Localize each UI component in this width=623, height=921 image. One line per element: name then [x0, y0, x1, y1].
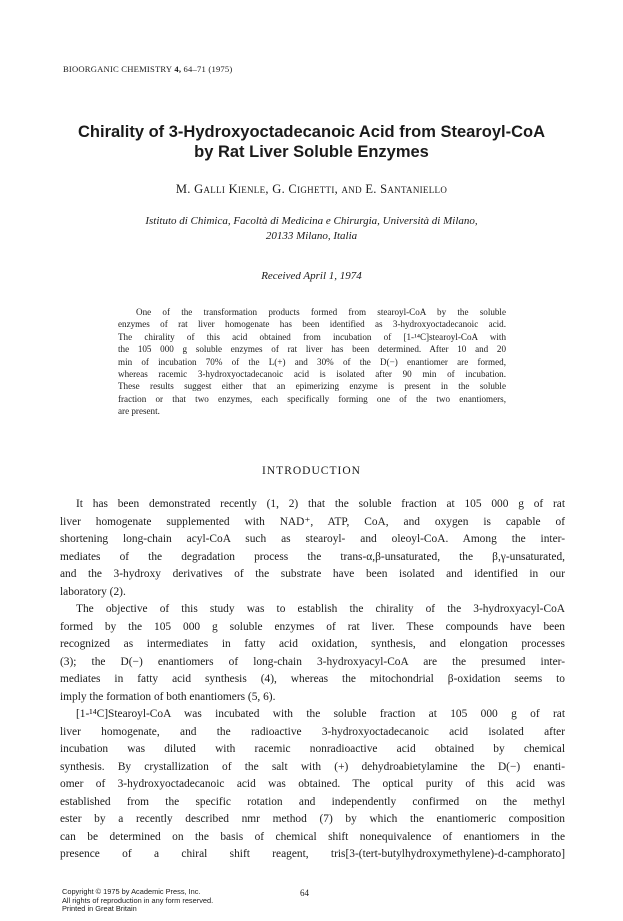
- journal-pages-year: 64–71 (1975): [183, 64, 233, 74]
- body-line: It has been demonstrated recently (1, 2) that the soluble fraction at 105 000 g of rat: [76, 498, 565, 510]
- copyright-notice: [62, 888, 213, 914]
- body-line: can be determined on the basis of chemical shift nonequivalence of enantiomers in the: [60, 830, 565, 843]
- affiliation-line: Istituto di Chimica, Facoltà di Medicina e Chirurgia, Università di Milano,: [145, 215, 478, 227]
- copyright-line: Copyright © 1975 by Academic Press, Inc.: [62, 887, 201, 896]
- running-head: [63, 64, 233, 74]
- body-line: imply the formation of both enantiomers (5, 6).: [60, 690, 276, 703]
- body-line: recognized as intermediates in fatty acid oxidation, synthesis, and elongation processes: [60, 638, 565, 650]
- body-line: (3); the D(−) enantiomers of long-chain 3-hydroxyacyl-CoA are the presumed inter-: [60, 655, 565, 668]
- copyright-line: All rights of reproduction in any form reserved.: [62, 895, 214, 905]
- abstract-line: are present.: [118, 406, 160, 417]
- affiliation: [70, 214, 553, 244]
- section-heading-introduction: INTRODUCTION: [262, 465, 361, 477]
- authors: M. Galli Kienle, G. Cighetti, and E. Santaniello: [175, 182, 448, 196]
- body-line: mediates of the degradation process the trans-α,β-unsaturated, the β,γ-unsaturated,: [60, 550, 565, 563]
- body-line: and the 3-hydroxy derivatives of the substrate have been isolated and identified in our: [60, 568, 565, 580]
- abstract-line: These results suggest either that an epimerizing enzyme is present in the soluble: [118, 381, 506, 392]
- body-line: synthesis. By crystallization of the salt with (+) dehydroabietylamine the D(−) enanti-: [60, 760, 565, 773]
- received-date: Received April 1, 1974: [261, 270, 362, 282]
- introduction-body: [60, 496, 565, 864]
- body-line: established from the specific rotation and independently confirmed on the methyl: [60, 795, 565, 808]
- body-line: ester by a recently described nmr method (7) by which the enantiomeric composition: [60, 813, 565, 825]
- journal-name: BIOORGANIC CHEMISTRY: [63, 64, 172, 74]
- abstract-line: the 105 000 g soluble enzymes of rat liver has been determined. After 10 and 20: [118, 344, 506, 355]
- body-line: liver homogenate supplemented with NAD⁺, ATP, CoA, and oxygen is capable of: [60, 515, 565, 528]
- body-line: liver homogenate, and the radioactive 3-hydroxyoctadecanoic acid isolated after: [60, 725, 565, 738]
- copyright-line: Printed in Great Britain: [62, 904, 137, 914]
- body-line: mediates in fatty acid synthesis (4), whereas the mitochondrial β-oxidation seems to: [60, 673, 565, 685]
- affiliation-line: 20133 Milano, Italia: [265, 230, 358, 242]
- abstract-line: fraction or that two enzymes, each specifically forming one of the two enantiomers,: [118, 393, 506, 404]
- body-line: [1-¹⁴C]Stearoyl-CoA was incubated with the soluble fraction at 105 000 g of rat: [76, 708, 565, 720]
- abstract-line: whereas racemic 3-hydroxyoctadecanoic acid is isolated after 90 min of incubation.: [118, 369, 506, 380]
- abstract: [118, 306, 506, 418]
- abstract-line: The chirality of this acid obtained from incubation of [1-¹⁴C]stearoyl-CoA with: [118, 331, 506, 342]
- paper-title: [40, 122, 583, 162]
- abstract-line: enzymes of rat liver homogenate has been identified as 3-hydroxyoctadecanoic acid.: [118, 319, 506, 330]
- body-line: presence of a chiral shift reagent, tris[3-(tert-butylhydroxymethylene)-d-camphorato]: [60, 848, 565, 860]
- abstract-line: min of incubation 70% of the L(+) and 30% of the D(−) enantiomer are formed,: [118, 356, 506, 367]
- title-line: by Rat Liver Soluble Enzymes: [194, 143, 429, 161]
- body-line: formed by the 105 000 g soluble enzymes of rat liver. These compounds have been: [60, 620, 565, 633]
- body-line: omer of 3-hydroxyoctadecanoic acid was obtained. The optical purity of this acid was: [60, 778, 565, 790]
- journal-volume: 4,: [174, 64, 182, 74]
- body-line: incubation was diluted with racemic nonradioactive acid obtained by chemical: [60, 743, 565, 755]
- title-line: Chirality of 3-Hydroxyoctadecanoic Acid from Stearoyl-CoA: [78, 123, 545, 141]
- body-line: shortening long-chain acyl-CoA such as stearoyl- and oleoyl-CoA. Among the inter-: [60, 533, 565, 545]
- body-line: The objective of this study was to establish the chirality of the 3-hydroxyacyl-CoA: [76, 603, 565, 615]
- page-number: 64: [300, 888, 309, 898]
- abstract-line: One of the transformation products formed from stearoyl-CoA by the soluble: [136, 307, 506, 317]
- body-line: laboratory (2).: [60, 585, 126, 598]
